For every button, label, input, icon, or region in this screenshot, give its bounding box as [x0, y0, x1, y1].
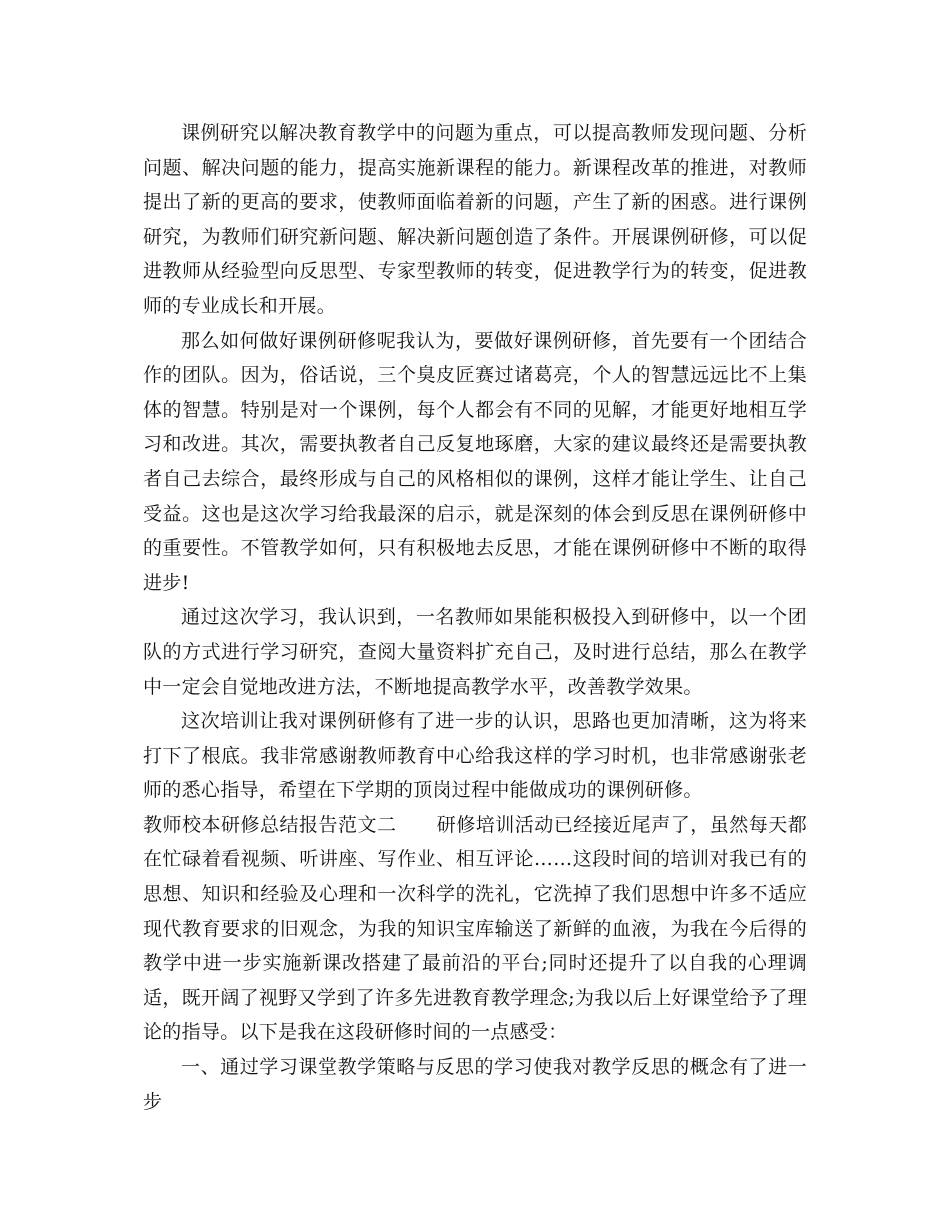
paragraph-3: 通过这次学习，我认识到，一名教师如果能积极投入到研修中，以一个团队的方式进行学习研究，查阅大量资料扩充自己，及时进行总结，那么在教学中一定会自觉地改进方法，不断地提高教学水平，改善教学效果。	[143, 606, 807, 698]
paragraph-2: 那么如何做好课例研修呢我认为，要做好课例研修，首先要有一个团结合作的团队。因为，俗话说，三个臭皮匠赛过诸葛亮，个人的智慧远远比不上集体的智慧。特别是对一个课例，每个人都会有不同的见解，才能更好地相互学习和改进。其次，需要执教者自己反复地琢磨，大家的建议最终还是需要执教者自己去综合，最终形成与自己的风格相似的课例，这样才能让学生、让自己受益。这也是这次学习给我最深的启示，就是深刻的体会到反思在课例研修中的重要性。不管教学如何，只有积极地去反思，才能在课例研修中不断的取得进步!	[143, 329, 807, 594]
paragraph-last: 一、通过学习课堂教学策略与反思的学习使我对教学反思的概念有了进一步	[143, 1056, 807, 1113]
paragraph-4: 这次培训让我对课例研修有了进一步的认识，思路也更加清晰，这为将来打下了根底。我非常感谢教师教育中心给我这样的学习时机，也非常感谢张老师的悉心指导，希望在下学期的顶岗过程中能做成功的课例研修。	[143, 710, 807, 802]
section-paragraph	[143, 808, 807, 1050]
section-body: 研修培训活动已经接近尾声了，虽然每天都在忙碌着看视频、听讲座、写作业、相互评论……这段时间的培训对我已有的思想、知识和经验及心理和一次科学的洗礼，它洗掉了我们思想中许多不适应现代教育要求的旧观念，为我的知识宝库输送了新鲜的血液，为我在今后得的教学中进一步实施新课改搭建了最前沿的平台;同时还提升了以自我的心理调适，既开阔了视野又学到了许多先进教育教学理念;为我以后上好课堂给予了理论的指导。以下是我在这段研修时间的一点感受：	[143, 813, 807, 1044]
document-body	[143, 116, 807, 1119]
section-title: 教师校本研修总结报告范文二	[143, 813, 397, 836]
paragraph-1: 课例研究以解决教育教学中的问题为重点，可以提高教师发现问题、分析问题、解决问题的能力，提高实施新课程的能力。新课程改革的推进，对教师提出了新的更高的要求，使教师面临着新的问题，产生了新的困惑。进行课例研究，为教师们研究新问题、解决新问题创造了条件。开展课例研修，可以促进教师从经验型向反思型、专家型教师的转变，促进教学行为的转变，促进教师的专业成长和开展。	[143, 122, 807, 317]
